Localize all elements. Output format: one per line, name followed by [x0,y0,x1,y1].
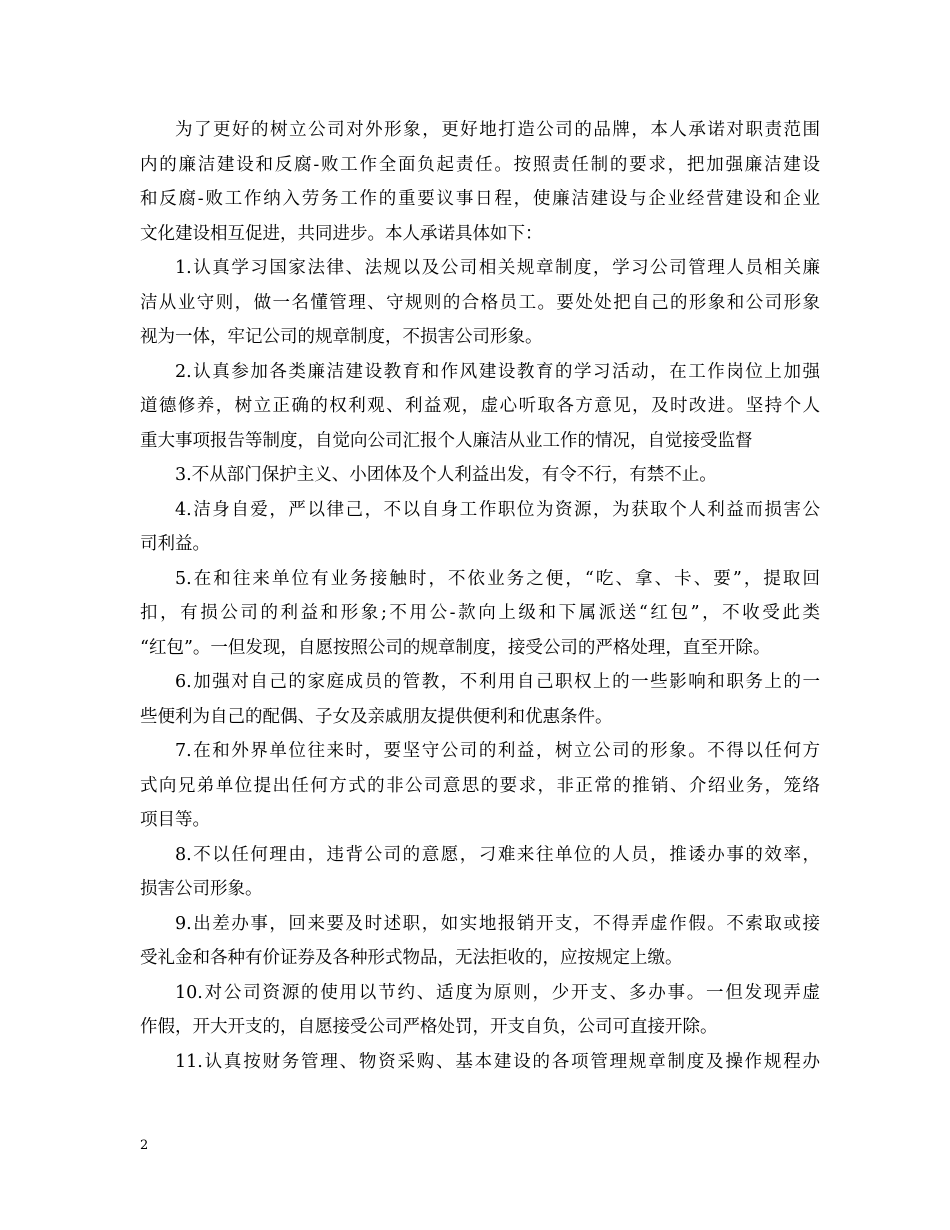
paragraph-item-8 [140,838,820,907]
document-body [140,113,820,1079]
paragraph-item-11 [140,1045,820,1080]
paragraph-item-3 [140,458,820,493]
paragraph-item-5 [140,562,820,666]
paragraph-intro [140,113,820,251]
text-line: 4.洁身自爱，严以律己，不以自身工作职位为资源，为获取个人利益而损害公 [175,499,820,520]
text-line: 5.在和往来单位有业务接触时，不依业务之便，“吃、拿、卡、要”，提取回 [175,568,820,589]
text-line: 为了更好的树立公司对外形象，更好地打造公司的品牌，本人承诺对职责范围 [175,120,820,140]
paragraph-item-1 [140,251,820,355]
text-line: 式向兄弟单位提出任何方式的非公司意思的要求，非正常的推销、介绍业务，笼络 [140,775,820,796]
text-line: 重大事项报告等制度，自觉向公司汇报个人廉洁从业工作的情况，自觉接受监督 [140,430,753,451]
text-line: 道德修养，树立正确的权利观、利益观，虚心听取各方意见，及时改进。坚持个人 [140,396,820,416]
paragraph-item-10 [140,976,820,1045]
text-line: 3.不从部门保护主义、小团体及个人利益出发，有令不行，有禁不止。 [175,465,717,485]
text-line: 6.加强对自己的家庭成员的管教，不利用自己职权上的一些影响和职务上的一 [175,672,820,692]
text-line: 损害公司形象。 [140,879,263,899]
text-line: 2.认真参加各类廉洁建设教育和作风建设教育的学习活动，在工作岗位上加强 [175,361,820,382]
text-line: 7.在和外界单位往来时，要坚守公司的利益，树立公司的形象。不得以任何方 [175,741,820,761]
text-line: 洁从业守则，做一名懂管理、守规则的合格员工。要处处把自己的形象和公司形象 [140,292,820,313]
paragraph-item-4 [140,493,820,562]
text-line: 视为一体，牢记公司的规章制度，不损害公司形象。 [140,327,543,347]
text-line: 11.认真按财务管理、物资采购、基本建设的各项管理规章制度及操作规程办 [175,1051,820,1072]
text-line: 文化建设相互促进，共同进步。本人承诺具体如下： [140,223,543,244]
text-line: 9.出差办事，回来要及时述职，如实地报销开支，不得弄虚作假。不索取或接 [175,913,820,934]
text-line: 司利益。 [140,534,210,554]
paragraph-item-6 [140,665,820,734]
text-line: 扣，有损公司的利益和形象;不用公-款向上级和下属派送“红包”，不收受此类 [140,603,820,623]
text-line: 些便利为自己的配偶、子女及亲戚朋友提供便利和优惠条件。 [140,706,613,727]
text-line: 内的廉洁建设和反腐-败工作全面负起责任。按照责任制的要求，把加强廉洁建设 [140,154,820,175]
text-line: 8.不以任何理由，违背公司的意愿，刁难来往单位的人员，推诿办事的效率， [175,844,820,865]
text-line: 10.对公司资源的使用以节约、适度为原则，少开支、多办事。一但发现弄虚 [175,982,820,1003]
page-number: 2 [140,1138,149,1153]
text-line: 1.认真学习国家法律、法规以及公司相关规章制度，学习公司管理人员相关廉 [175,258,820,278]
text-line: “红包”。一但发现，自愿按照公司的规章制度，接受公司的严格处理，直至开除。 [140,637,771,658]
text-line: 项目等。 [140,810,210,830]
text-line: 和反腐-败工作纳入劳务工作的重要议事日程，使廉洁建设与企业经营建设和企业 [140,189,820,209]
text-line: 作假，开大开支的，自愿接受公司严格处罚，开支自负，公司可直接开除。 [140,1017,718,1037]
paragraph-item-9 [140,907,820,976]
paragraph-item-7 [140,734,820,838]
paragraph-item-2 [140,355,820,459]
text-line: 受礼金和各种有价证券及各种形式物品，无法拒收的，应按规定上缴。 [140,948,683,968]
